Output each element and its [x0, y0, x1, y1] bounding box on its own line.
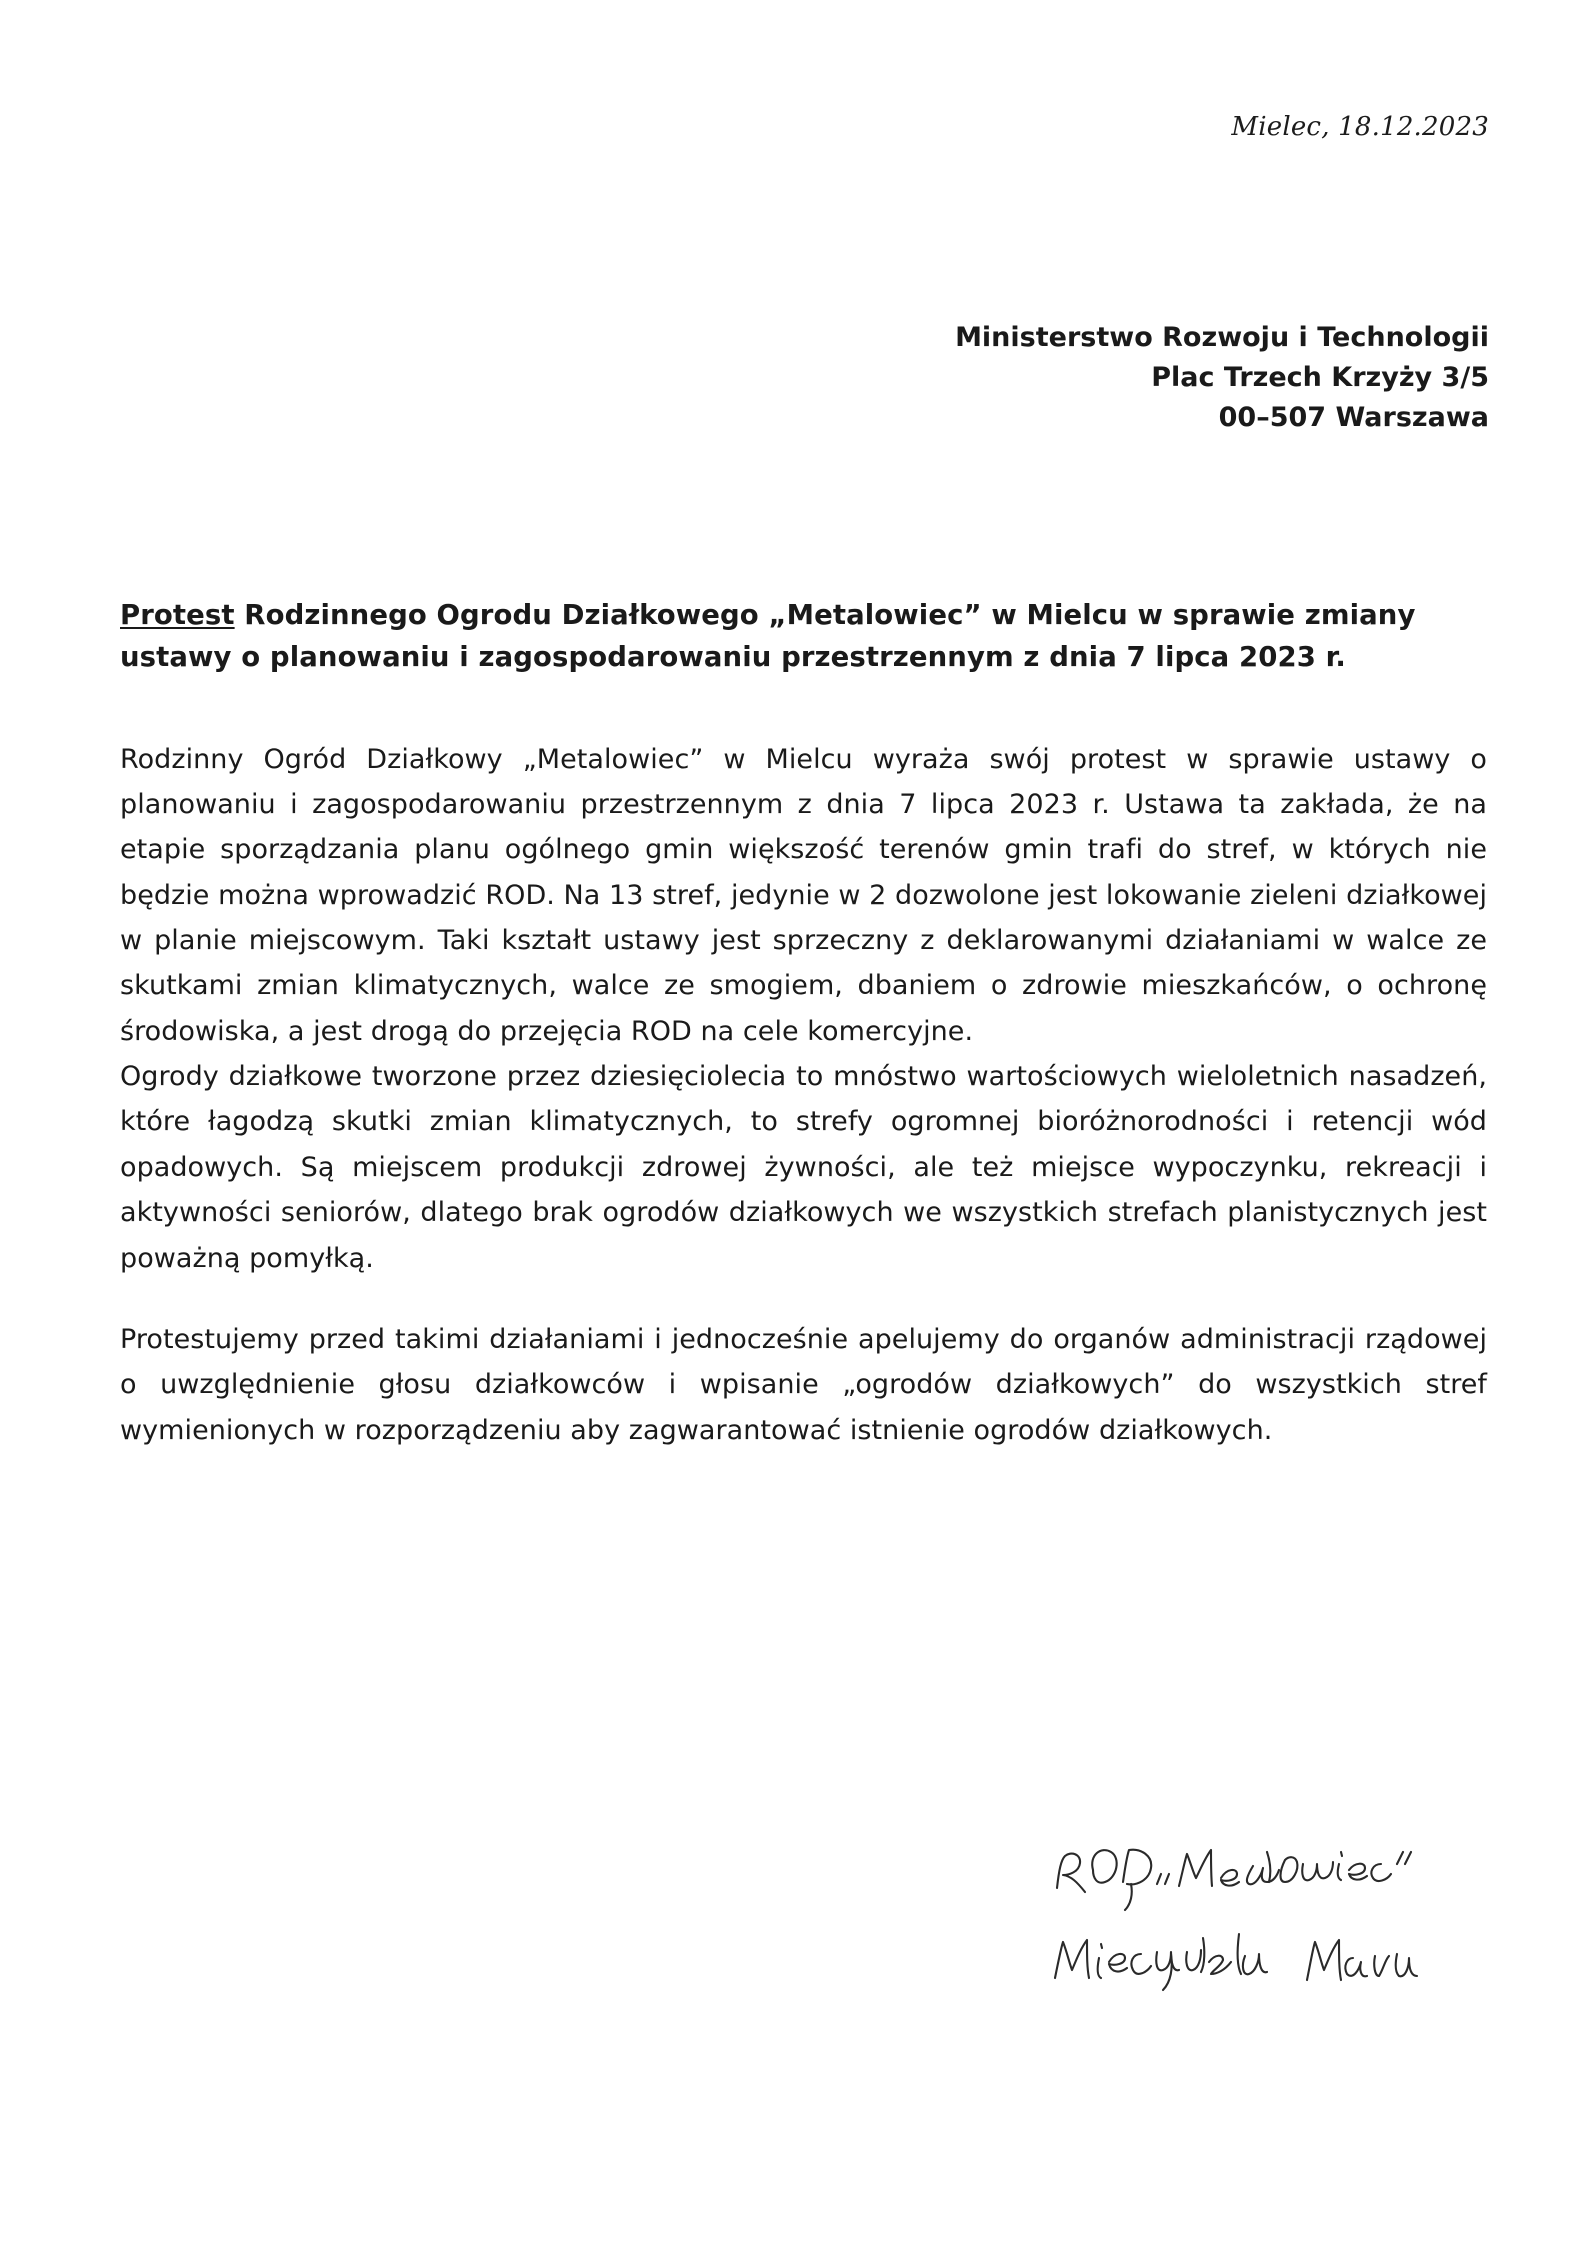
letter-body: [120, 595, 1487, 1453]
addressee-line-3: 00–507 Warszawa: [1218, 401, 1489, 433]
addressee-line-1: Ministerstwo Rozwoju i Technologii: [955, 322, 1489, 353]
addressee-line-2: Plac Trzech Krzyży 3/5: [1151, 361, 1489, 393]
paragraph-1: Rodzinny Ogród Działkowy „Metalowiec” w Mielcu wyraża swój protest w sprawie ustawy o planowaniu i zagospodarowaniu przestrzennym z dnia 7 lipca 2023 r. Ustawa ta zakłada, że na etapie sporządzania planu ogólnego gmin większość terenów gmin trafi do stref, w których nie będzie można wprowadzić ROD. Na 13 stref, jedynie w 2 dozwolone jest lokowanie zieleni działkowej w planie miejscowym. Taki kształt ustawy jest sprzeczny z deklarowanymi działaniami w walce ze skutkami zmian klimatycznych, walce ze smogiem, dbaniem o zdrowie mieszkańców, o ochronę środowiska, a jest drogą do przejęcia ROD na cele komercyjne.: [120, 743, 1487, 1047]
paragraph-2: Ogrody działkowe tworzone przez dziesięciolecia to mnóstwo wartościowych wieloletnich nasadzeń, które łagodzą skutki zmian klimatycznych, to strefy ogromnej bioróżnorodności i retencji wód opadowych. Są miejscem produkcji zdrowej żywności, ale też miejsce wypoczynku, rekreacji i aktywności seniorów, dlatego brak ogrodów działkowych we wszystkich strefach planistycznych jest poważną pomyłką.: [120, 1061, 1487, 1274]
date-line: Mielec, 18.12.2023: [1231, 112, 1489, 142]
addressee-block: [955, 318, 1489, 438]
subject-line: [120, 595, 1487, 679]
subject-rest: Rodzinnego Ogrodu Działkowego „Metalowiec” w Mielcu w sprawie zmiany ustawy o planowaniu i zagospodarowaniu przestrzennym z dnia 7 lipca 2023 r.: [120, 599, 1416, 673]
paragraph-3: Protestujemy przed takimi działaniami i jednocześnie apelujemy do organów administracji rządowej o uwzględnienie głosu działkowców i wpisanie „ogrodów działkowych” do wszystkich stref wymienionych w rozporządzeniu aby zagwarantować istnienie ogrodów działkowych.: [120, 1323, 1487, 1446]
paragraph-gap: [120, 1281, 1487, 1317]
handwritten-signature: [1045, 1830, 1515, 2010]
subject-underlined-word: Protest: [120, 599, 235, 631]
